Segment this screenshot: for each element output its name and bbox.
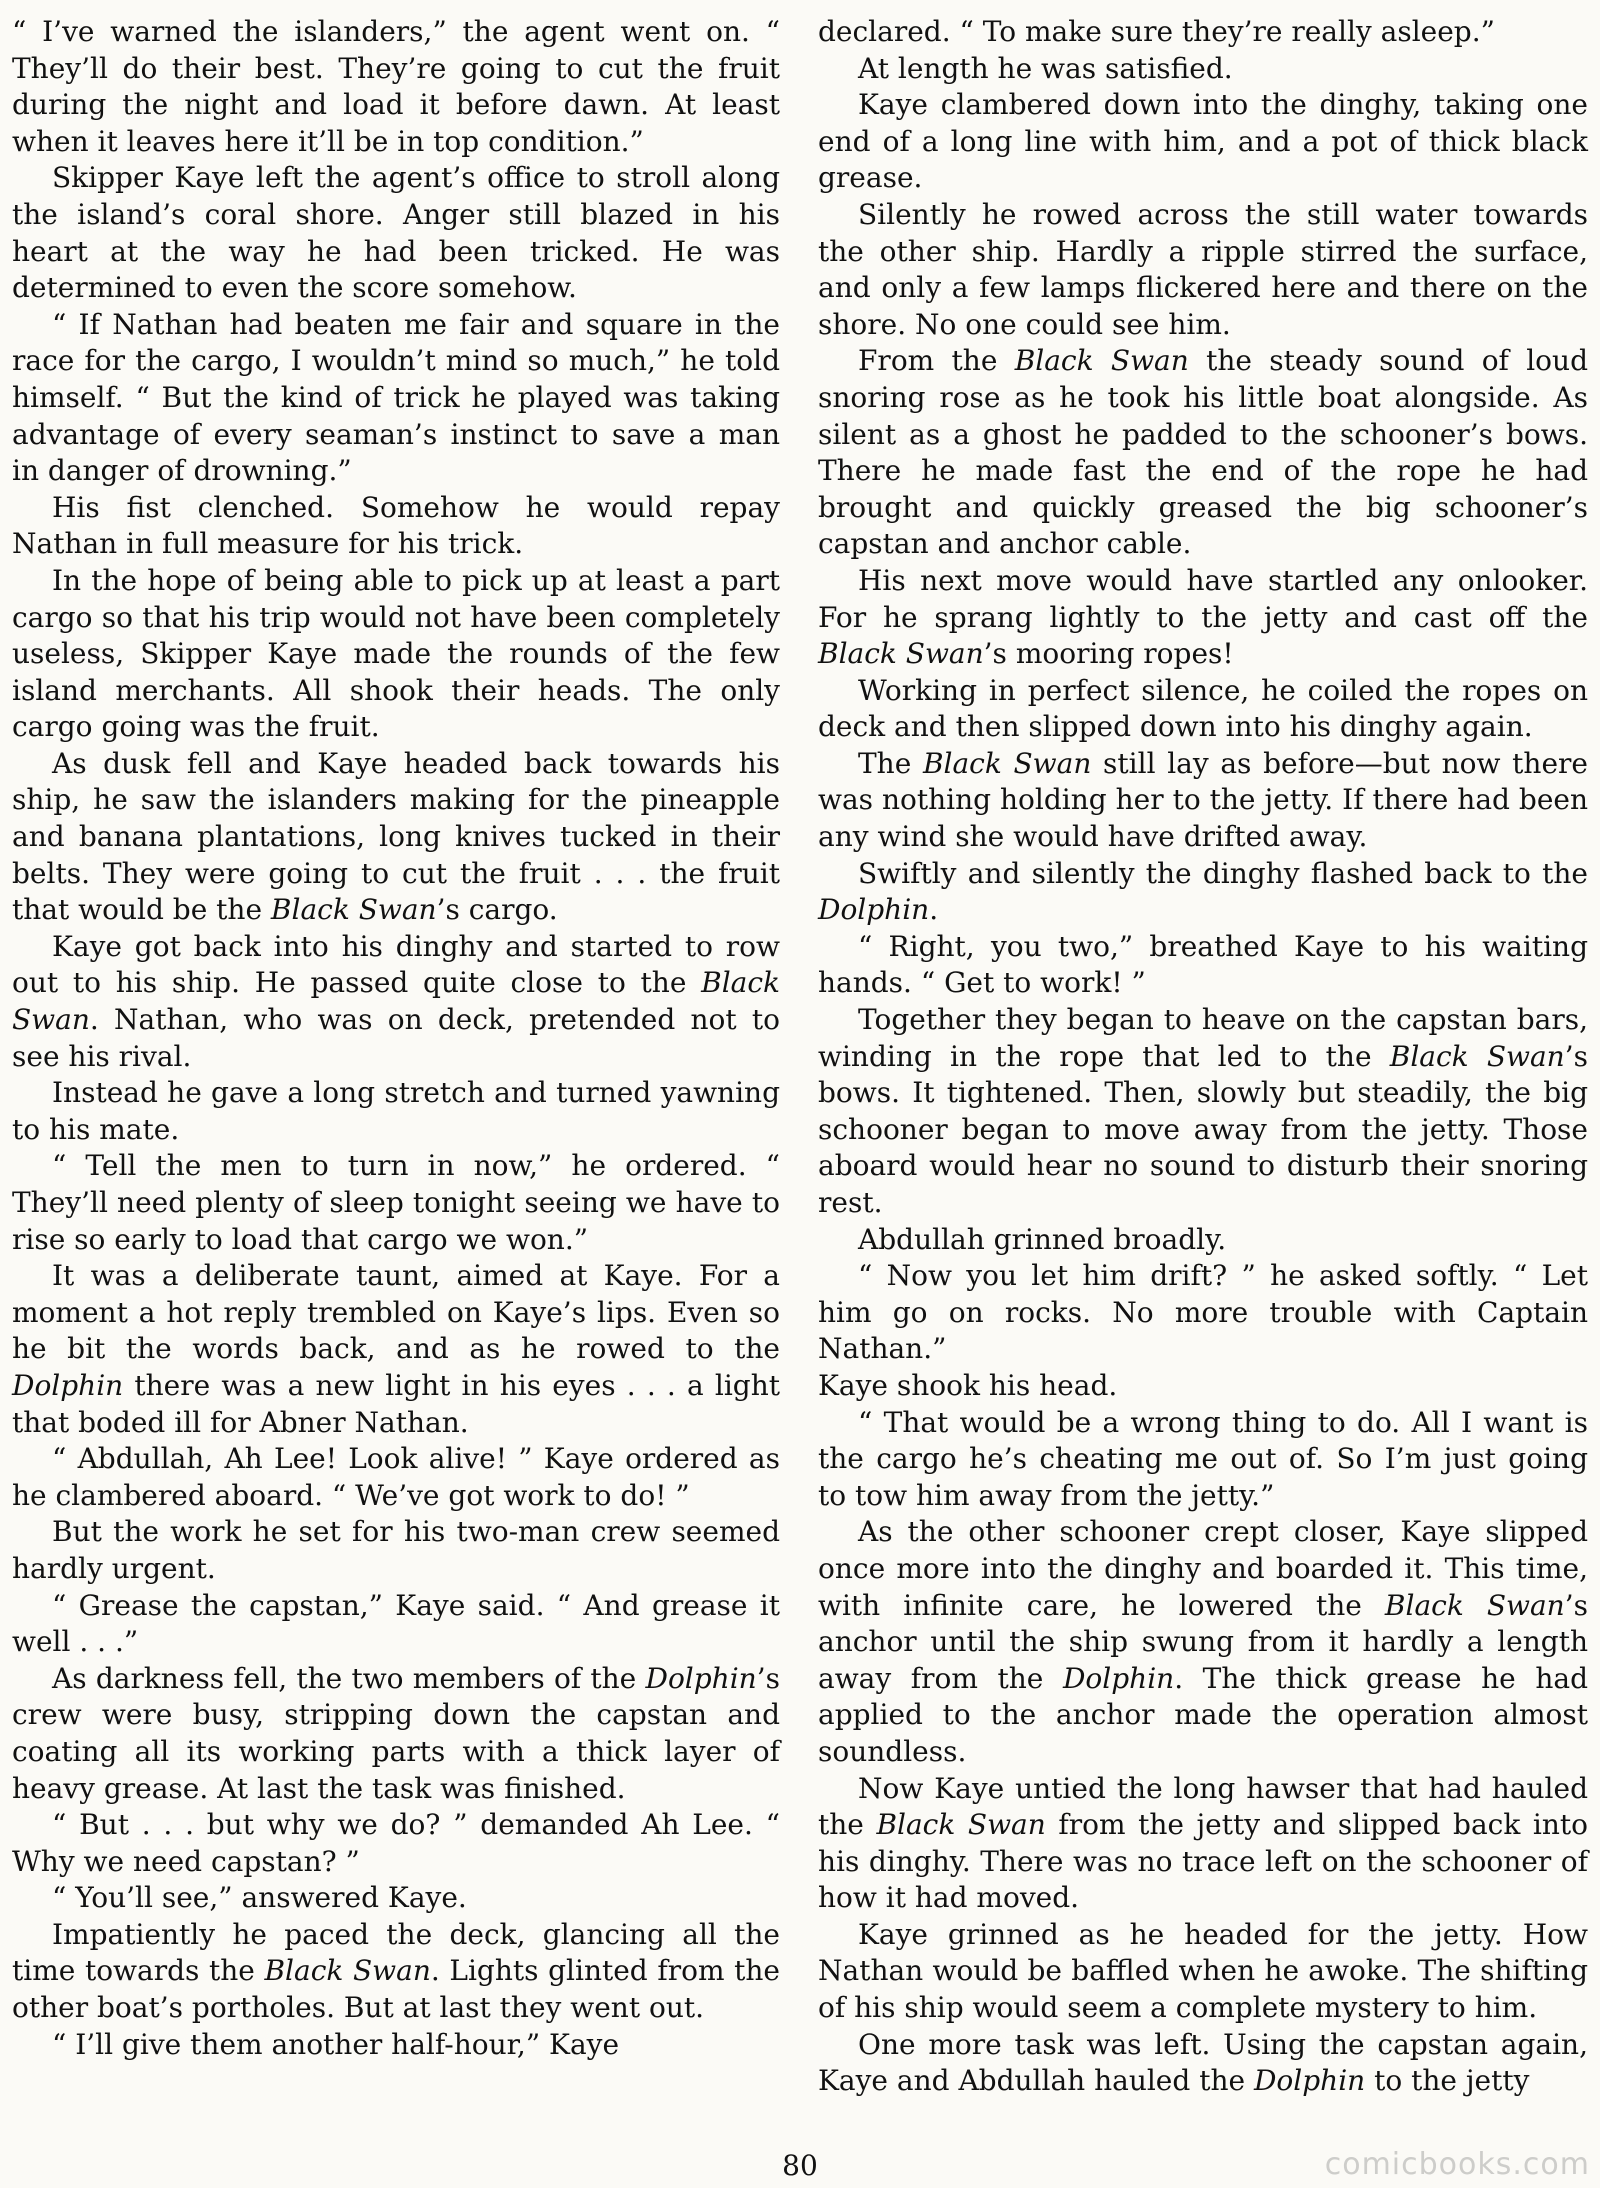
- ship-name: Black Swan: [264, 1954, 431, 1988]
- paragraph: Impatiently he paced the deck, glancing all the time towards the Black Swan. Lights glinted from the other boat’s portholes. But at last they went out.: [12, 1917, 780, 2025]
- ship-name: Black Swan: [1389, 1039, 1565, 1073]
- paragraph: Instead he gave a long stretch and turned yawning to his mate.: [12, 1076, 780, 1146]
- paragraph: “ Abdullah, Ah Lee! Look alive! ” Kaye ordered as he clambered aboard. “ We’ve got work to do! ”: [12, 1442, 780, 1512]
- ship-name: Black Swan: [1384, 1588, 1565, 1622]
- paragraph: In the hope of being able to pick up at least a part cargo so that his trip would not have been completely useless, Skipper Kaye made the rounds of the few island merchants. All shook their heads. The only cargo going was the fruit.: [12, 563, 780, 744]
- paragraph: “ But . . . but why we do? ” demanded Ah Lee. “ Why we need capstan? ”: [12, 1808, 780, 1878]
- ship-name: Black Swan: [1014, 344, 1189, 378]
- paragraph: As the other schooner crept closer, Kaye slipped once more into the dinghy and boarded it. This time, with infinite care, he lowered the Black Swan’s anchor until the ship swung from it hardly a length away from the Dolphin. The thick grease he had applied to the anchor made the operation almost soundless.: [818, 1515, 1588, 1768]
- paragraph: “ Now you let him drift? ” he asked softly. “ Let him go on rocks. No more trouble with Captain Nathan.”: [818, 1259, 1588, 1366]
- right-text-column: [818, 14, 1588, 2100]
- paragraph: Abdullah grinned broadly.: [858, 1222, 1227, 1256]
- ship-name: Black Swan: [12, 966, 780, 1037]
- paragraph: It was a deliberate taunt, aimed at Kaye. For a moment a hot reply trembled on Kaye’s lips. Even so he bit the words back, and as he rowed to the Dolphin there was a new light in his eyes . . . a light that boded ill for Abner Nathan.: [12, 1259, 780, 1439]
- paragraph: “ That would be a wrong thing to do. All I want is the cargo he’s cheating me out of. So I’m just going to tow him away from the jetty.”: [818, 1405, 1588, 1512]
- ship-name: Black Swan: [270, 893, 437, 927]
- paragraph: Now Kaye untied the long hawser that had hauled the Black Swan from the jetty and slipped back into his dinghy. There was no trace left on the schooner of how it had moved.: [818, 1771, 1588, 1915]
- ship-name: Dolphin: [12, 1368, 124, 1402]
- paragraph: As darkness fell, the two members of the Dolphin’s crew were busy, stripping down the capstan and coating all its working parts with a thick layer of heavy grease. At last the task was finished.: [12, 1661, 780, 1805]
- paragraph: One more task was left. Using the capstan again, Kaye and Abdullah hauled the Dolphin to the jetty: [818, 2027, 1588, 2098]
- paragraph: His fist clenched. Somehow he would repay Nathan in full measure for his trick.: [12, 490, 780, 561]
- ship-name: Dolphin: [645, 1661, 757, 1695]
- paragraph: “ You’ll see,” answered Kaye.: [52, 1881, 467, 1915]
- ship-name: Dolphin: [1253, 2064, 1366, 2098]
- paragraph: “ I’ve warned the islanders,” the agent went on. “ They’ll do their best. They’re going to cut the fruit during the night and load it before dawn. At least when it leaves here it’ll be in top condition.”: [12, 15, 780, 158]
- paragraph: declared. “ To make sure they’re really asleep.”: [818, 15, 1495, 48]
- paragraph: Together they began to heave on the capstan bars, winding in the rope that led to the Black Swan’s bows. It tightened. Then, slowly but steadily, the big schooner began to move away from the jetty. Those aboard would hear no sound to disturb their snoring rest.: [818, 1003, 1588, 1219]
- paragraph: Kaye shook his head.: [818, 1368, 1118, 1402]
- ship-name: Dolphin: [818, 893, 930, 927]
- paragraph: Kaye clambered down into the dinghy, taking one end of a long line with him, and a pot of thick black grease.: [818, 88, 1588, 195]
- paragraph: At length he was satisfied.: [858, 51, 1233, 85]
- paragraph: From the Black Swan the steady sound of loud snoring rose as he took his little boat alongside. As silent as a ghost he padded to the schooner’s bows. There he made fast the end of the rope he had brought and quickly greased the big schooner’s capstan and anchor cable.: [818, 344, 1588, 561]
- paragraph: “ I’ll give them another half-hour,” Kaye: [52, 2027, 620, 2061]
- paragraph: “ If Nathan had beaten me fair and square in the race for the cargo, I wouldn’t mind so much,” he told himself. “ But the kind of trick he played was taking advantage of every seaman’s instinct to save a man in danger of drowning.”: [12, 307, 780, 488]
- paragraph: His next move would have startled any onlooker. For he sprang lightly to the jetty and cast off the Black Swan’s mooring ropes!: [818, 563, 1588, 671]
- ship-name: Black Swan: [818, 637, 984, 671]
- left-text-column: [12, 14, 780, 2063]
- paragraph: “ Tell the men to turn in now,” he ordered. “ They’ll need plenty of sleep tonight seeing we have to rise so early to load that cargo we won.”: [12, 1149, 780, 1256]
- paragraph: Kaye grinned as he headed for the jetty. How Nathan would be baffled when he awoke. The shifting of his ship would seem a complete mystery to him.: [818, 1917, 1588, 2025]
- page-number: 80: [782, 2149, 818, 2182]
- paragraph: Swiftly and silently the dinghy flashed back to the Dolphin.: [818, 856, 1588, 927]
- paragraph: The Black Swan still lay as before—but now there was nothing holding her to the jetty. If there had been any wind she would have drifted away.: [818, 746, 1588, 854]
- paragraph: “ Grease the capstan,” Kaye said. “ And grease it well . . .”: [12, 1588, 780, 1659]
- paragraph: Silently he rowed across the still water towards the other ship. Hardly a ripple stirred the surface, and only a few lamps flickered here and there on the shore. No one could see him.: [818, 197, 1588, 341]
- ship-name: Dolphin: [1062, 1661, 1175, 1695]
- ship-name: Black Swan: [876, 1808, 1046, 1842]
- paragraph: Skipper Kaye left the agent’s office to stroll along the island’s coral shore. Anger still blazed in his heart at the way he had been tricked. He was determined to even the score somehow.: [12, 161, 780, 305]
- paragraph: Kaye got back into his dinghy and started to row out to his ship. He passed quite close to the Black Swan. Nathan, who was on deck, pretended not to see his rival.: [12, 929, 780, 1073]
- paragraph: Working in perfect silence, he coiled the ropes on deck and then slipped down into his dinghy again.: [818, 673, 1588, 744]
- ship-name: Black Swan: [922, 746, 1092, 780]
- paragraph: “ Right, you two,” breathed Kaye to his waiting hands. “ Get to work! ”: [818, 929, 1588, 1000]
- paragraph: As dusk fell and Kaye headed back towards his ship, he saw the islanders making for the pineapple and banana plantations, long knives tucked in their belts. They were going to cut the fruit . . . the fruit that would be the Black Swan’s cargo.: [12, 746, 780, 927]
- paragraph: But the work he set for his two-man crew seemed hardly urgent.: [12, 1515, 780, 1585]
- watermark: comicbooks.com: [1324, 2147, 1590, 2182]
